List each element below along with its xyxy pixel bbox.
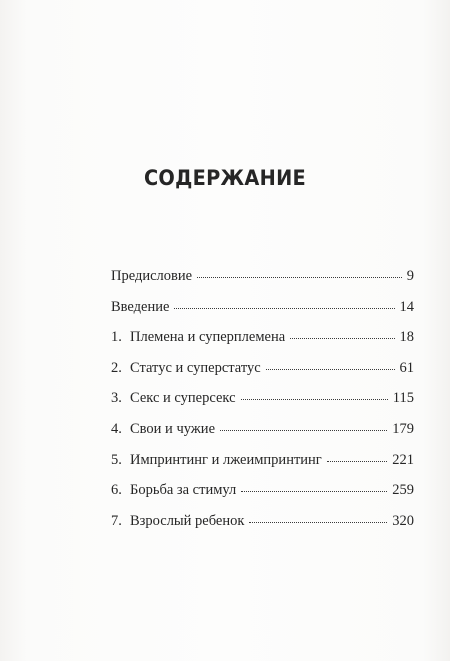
toc-entry-chapter-2[interactable] — [111, 360, 414, 391]
dot-leader — [197, 276, 402, 278]
toc-entry-page: 221 — [392, 451, 414, 468]
dot-leader — [290, 337, 394, 339]
toc-entry-number: 2. — [111, 359, 122, 376]
dot-leader — [220, 429, 387, 431]
dot-leader — [266, 368, 395, 370]
toc-entry-label: Введение — [111, 298, 170, 315]
toc-entry-label: Предисловие — [111, 268, 193, 284]
table-of-contents — [111, 268, 414, 543]
toc-entry-page: 259 — [392, 482, 414, 499]
toc-entry-page: 9 — [406, 268, 414, 284]
toc-entry-number: 1. — [111, 329, 122, 346]
toc-entry-chapter-3[interactable] — [111, 390, 414, 421]
toc-entry-number: 7. — [111, 512, 122, 529]
toc-entry-number: 3. — [111, 390, 122, 407]
toc-entry-chapter-5[interactable] — [111, 452, 414, 483]
toc-entry-page: 18 — [399, 329, 414, 346]
toc-entry-label: Племена и суперплемена — [130, 329, 286, 346]
toc-entry-label: Взрослый ребенок — [130, 512, 245, 529]
toc-entry-label: Статус и суперстатус — [130, 359, 261, 376]
dot-leader — [241, 398, 388, 400]
dot-leader — [241, 490, 387, 492]
toc-entry-page: 14 — [399, 298, 414, 315]
toc-entry-page: 179 — [392, 420, 414, 437]
toc-entry-number: 5. — [111, 451, 122, 468]
dot-leader — [249, 521, 387, 523]
toc-entry-chapter-7[interactable] — [111, 513, 414, 544]
toc-entry-page: 61 — [399, 359, 414, 376]
toc-entry-page: 320 — [392, 512, 414, 529]
toc-entry-label: Секс и суперсекс — [130, 390, 236, 407]
dot-leader — [327, 460, 387, 462]
toc-entry-chapter-1[interactable] — [111, 329, 414, 360]
toc-entry-chapter-4[interactable] — [111, 421, 414, 452]
toc-entry-chapter-6[interactable] — [111, 482, 414, 513]
dot-leader — [174, 307, 394, 309]
toc-entry-introduction[interactable] — [111, 299, 414, 330]
toc-entry-page: 115 — [392, 390, 414, 407]
page-title: СОДЕРЖАНИЕ — [143, 166, 307, 190]
toc-entry-number: 6. — [111, 482, 122, 499]
toc-entry-label: Импринтинг и лжеимпринтинг — [130, 451, 322, 468]
toc-entry-label: Борьба за стимул — [130, 482, 237, 499]
toc-entry-number: 4. — [111, 420, 122, 437]
toc-entry-preface[interactable] — [111, 268, 414, 299]
toc-entry-label: Свои и чужие — [130, 420, 216, 437]
